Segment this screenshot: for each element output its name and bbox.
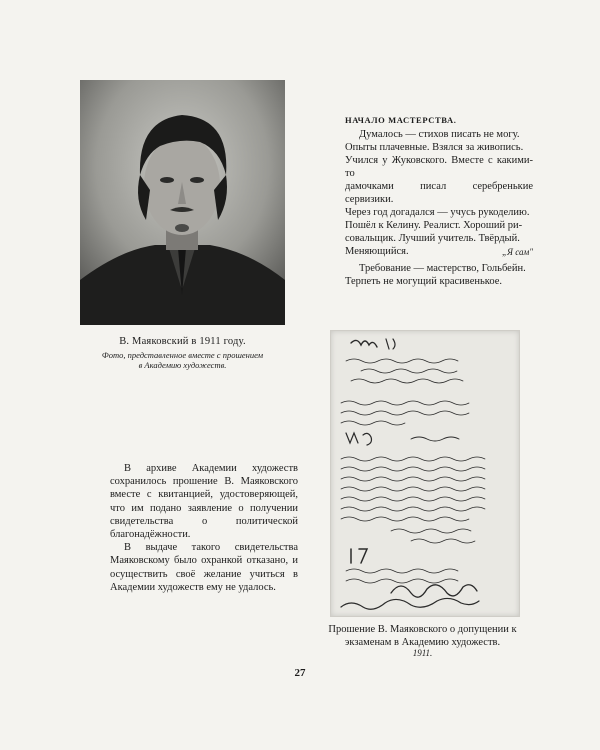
document-year: 1911.	[412, 648, 433, 658]
photo-note-line-1: Фото, представленное вместе с прошением	[101, 350, 264, 360]
poem-title: НАЧАЛО МАСТЕРСТВА.	[345, 115, 457, 125]
photo-caption: В. Маяковский в 1911 году.	[119, 336, 246, 347]
poem-line: дамочками писал серебренькие сервизики.	[345, 181, 533, 205]
poem-line: Учился у Жуковского. Вместе с какими-то	[345, 155, 533, 179]
body-paragraph: В выдаче такого свидетельства Маяковскому было охранкой отказано, и осуществить своё желание учиться в Академии художеств ему не удалось.	[110, 542, 298, 593]
poem-excerpt	[345, 128, 533, 288]
page-number: 27	[294, 667, 306, 679]
poem-line: совальщик. Лучший учитель. Твёрдый.	[345, 233, 520, 244]
poem-line: Требование — мастерство, Гольбейн.	[359, 263, 526, 274]
poem-line: Пошёл к Келину. Реалист. Хороший ри-	[345, 220, 523, 231]
poem-line: Через год догадался — учусь рукоделию.	[345, 207, 530, 218]
body-text	[110, 462, 298, 594]
poem-line: Думалось — стихов писать не могу.	[359, 129, 520, 140]
poem-source: „Я сам"	[502, 247, 533, 257]
poem-line: Меняющийся.	[345, 246, 409, 257]
body-paragraph: В архиве Академии художеств сохранилось прошение В. Маяковского вместе с квитанцией, удостоверяющей, что им подано заявление о получении свидетельства о политической благонадёжности.	[110, 463, 298, 541]
poem-line: Опыты плачевные. Взялся за живопись.	[345, 142, 524, 153]
petition-document-image	[330, 330, 520, 617]
document-caption: Прошение В. Маяковского о допущении к экзаменам в Академию художеств.	[328, 624, 517, 648]
poem-line: Терпеть не могущий красивенькое.	[345, 276, 502, 287]
portrait-photo	[80, 80, 285, 325]
photo-note-line-2: в Академию художеств.	[138, 360, 227, 370]
